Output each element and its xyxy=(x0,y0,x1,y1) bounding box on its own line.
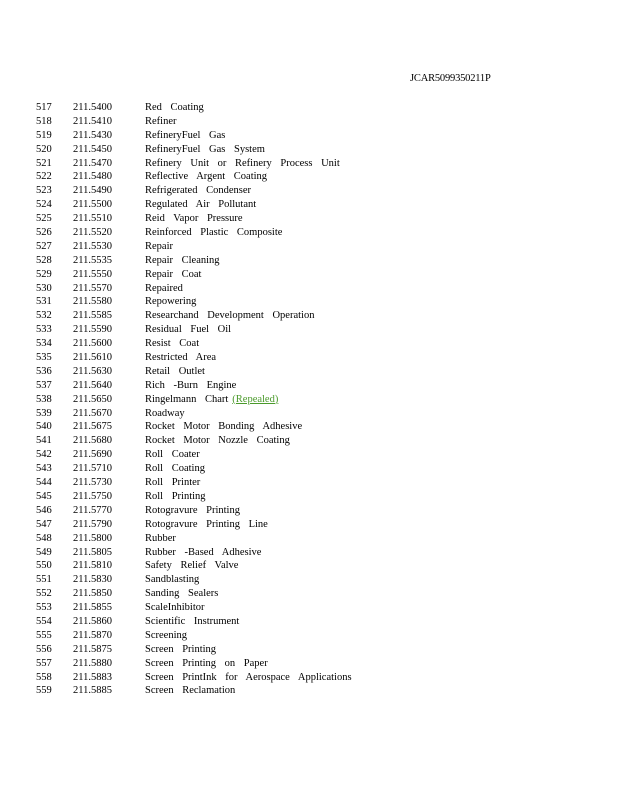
list-item xyxy=(0,504,618,518)
row-number: 521 xyxy=(36,157,52,169)
row-number: 539 xyxy=(36,407,52,419)
list-item xyxy=(0,129,618,143)
section-term xyxy=(145,462,205,476)
term-text: Repair Coat xyxy=(145,268,202,280)
section-number: 211.5680 xyxy=(73,435,112,447)
row-number: 525 xyxy=(36,213,52,225)
list-item xyxy=(0,657,618,671)
repealed-note: (Repealed) xyxy=(232,393,279,405)
list-item xyxy=(0,115,618,129)
section-number: 211.5520 xyxy=(73,227,112,239)
row-number: 520 xyxy=(36,143,52,155)
section-number: 211.5880 xyxy=(73,657,112,669)
section-term xyxy=(145,365,205,379)
term-text: Researchand Development Operation xyxy=(145,310,315,322)
term-text: Rotogravure Printing xyxy=(145,504,240,516)
row-number: 523 xyxy=(36,185,52,197)
section-number: 211.5855 xyxy=(73,602,112,614)
list-item xyxy=(0,226,618,240)
section-term xyxy=(145,157,340,171)
section-term xyxy=(145,184,251,198)
section-term xyxy=(145,532,176,546)
term-text: Refrigerated Condenser xyxy=(145,185,252,197)
row-number: 526 xyxy=(36,227,52,239)
term-text: Scientific Instrument xyxy=(145,615,240,627)
section-term xyxy=(145,490,206,504)
section-term xyxy=(145,420,302,434)
section-number: 211.5535 xyxy=(73,254,112,266)
section-number: 211.5470 xyxy=(73,157,112,169)
section-number: 211.5585 xyxy=(73,310,112,322)
row-number: 559 xyxy=(36,685,52,697)
row-number: 544 xyxy=(36,477,52,489)
term-text: Ringelmann Chart xyxy=(145,393,229,405)
row-number: 546 xyxy=(36,504,52,516)
term-text: Screen Reclamation xyxy=(145,685,236,697)
section-number: 211.5870 xyxy=(73,629,112,641)
section-number: 211.5675 xyxy=(73,421,112,433)
list-item xyxy=(0,212,618,226)
term-text: Repowering xyxy=(145,296,197,308)
section-number: 211.5670 xyxy=(73,407,112,419)
section-term xyxy=(145,434,290,448)
row-number: 530 xyxy=(36,282,52,294)
list-item xyxy=(0,601,618,615)
list-item xyxy=(0,518,618,532)
section-term xyxy=(145,407,185,421)
row-number: 524 xyxy=(36,199,52,211)
term-text: Repaired xyxy=(145,282,183,294)
section-number: 211.5800 xyxy=(73,532,112,544)
term-text: Rotogravure Printing Line xyxy=(145,518,268,530)
section-term xyxy=(145,476,200,490)
row-number: 540 xyxy=(36,421,52,433)
list-item xyxy=(0,615,618,629)
section-term xyxy=(145,115,177,129)
row-number: 553 xyxy=(36,602,52,614)
list-item xyxy=(0,295,618,309)
list-item xyxy=(0,351,618,365)
term-text: Refinery Unit or Refinery Process Unit xyxy=(145,157,340,169)
section-term xyxy=(145,212,243,226)
term-text: Screen Printing on Paper xyxy=(145,657,268,669)
list-item xyxy=(0,240,618,254)
section-term xyxy=(145,448,200,462)
row-number: 545 xyxy=(36,490,52,502)
row-number: 534 xyxy=(36,338,52,350)
term-text: Rocket Motor Bonding Adhesive xyxy=(145,421,303,433)
term-text: Red Coating xyxy=(145,102,204,113)
term-text: Retail Outlet xyxy=(145,365,205,377)
section-number: 211.5550 xyxy=(73,268,112,280)
list-item xyxy=(0,434,618,448)
list-item xyxy=(0,559,618,573)
section-term xyxy=(145,684,235,698)
section-term xyxy=(145,351,216,365)
list-item xyxy=(0,587,618,601)
term-text: Sandblasting xyxy=(145,574,200,586)
section-number: 211.5710 xyxy=(73,463,112,475)
term-text: Restricted Area xyxy=(145,352,217,364)
section-term xyxy=(145,268,201,282)
section-term xyxy=(145,337,199,351)
list-item xyxy=(0,629,618,643)
list-item xyxy=(0,420,618,434)
row-number: 533 xyxy=(36,324,52,336)
section-number: 211.5610 xyxy=(73,352,112,364)
term-text: Roll Printing xyxy=(145,490,206,502)
section-term xyxy=(145,295,196,309)
row-number: 550 xyxy=(36,560,52,572)
section-number: 211.5410 xyxy=(73,115,112,127)
section-term xyxy=(145,101,204,115)
row-number: 542 xyxy=(36,449,52,461)
section-term xyxy=(145,601,204,615)
term-text: Repair Cleaning xyxy=(145,254,220,266)
term-text: Reid Vapor Pressure xyxy=(145,213,243,225)
row-number: 535 xyxy=(36,352,52,364)
row-number: 557 xyxy=(36,657,52,669)
term-text: Repair xyxy=(145,240,173,252)
section-number: 211.5570 xyxy=(73,282,112,294)
row-number: 547 xyxy=(36,518,52,530)
section-term xyxy=(145,615,239,629)
section-term xyxy=(145,518,268,532)
definitions-list xyxy=(0,101,618,698)
list-item xyxy=(0,184,618,198)
list-item xyxy=(0,143,618,157)
section-term xyxy=(145,129,225,143)
section-term xyxy=(145,657,268,671)
list-item xyxy=(0,282,618,296)
term-text: Screening xyxy=(145,629,187,641)
section-term xyxy=(145,671,352,685)
section-number: 211.5730 xyxy=(73,477,112,489)
term-text: Screen PrintInk for Aerospace Applications xyxy=(145,671,352,683)
section-number: 211.5883 xyxy=(73,671,112,683)
row-number: 541 xyxy=(36,435,52,447)
section-number: 211.5830 xyxy=(73,574,112,586)
row-number: 528 xyxy=(36,254,52,266)
term-text: Roll Coater xyxy=(145,449,200,461)
section-term xyxy=(145,282,183,296)
row-number: 548 xyxy=(36,532,52,544)
section-number: 211.5650 xyxy=(73,393,112,405)
section-term xyxy=(145,143,265,157)
row-number: 527 xyxy=(36,240,52,252)
section-number: 211.5790 xyxy=(73,518,112,530)
list-item xyxy=(0,309,618,323)
section-term xyxy=(145,198,256,212)
section-term xyxy=(145,587,218,601)
section-number: 211.5450 xyxy=(73,143,112,155)
section-term xyxy=(145,504,240,518)
section-number: 211.5630 xyxy=(73,365,112,377)
section-term xyxy=(145,323,231,337)
section-number: 211.5590 xyxy=(73,324,112,336)
section-term xyxy=(145,170,267,184)
section-number: 211.5430 xyxy=(73,129,112,141)
row-number: 517 xyxy=(36,102,52,113)
list-item xyxy=(0,490,618,504)
list-item xyxy=(0,170,618,184)
term-text: RefineryFuel Gas xyxy=(145,129,226,141)
row-number: 536 xyxy=(36,365,52,377)
term-text: Roadway xyxy=(145,407,185,419)
section-term xyxy=(145,629,187,643)
list-item xyxy=(0,365,618,379)
section-number: 211.5400 xyxy=(73,102,112,113)
term-text: Refiner xyxy=(145,115,177,127)
row-number: 556 xyxy=(36,643,52,655)
section-number: 211.5600 xyxy=(73,338,112,350)
list-item xyxy=(0,476,618,490)
section-number: 211.5770 xyxy=(73,504,112,516)
term-text: Regulated Air Pollutant xyxy=(145,199,257,211)
section-term xyxy=(145,226,282,240)
list-item xyxy=(0,198,618,212)
row-number: 538 xyxy=(36,393,52,405)
term-text: Rubber xyxy=(145,532,176,544)
list-item xyxy=(0,684,618,698)
row-number: 555 xyxy=(36,629,52,641)
list-item xyxy=(0,671,618,685)
section-term xyxy=(145,309,314,323)
row-number: 519 xyxy=(36,129,52,141)
row-number: 537 xyxy=(36,379,52,391)
term-text: Safety Relief Valve xyxy=(145,560,239,572)
list-item xyxy=(0,101,618,115)
list-item xyxy=(0,254,618,268)
list-item xyxy=(0,407,618,421)
list-item xyxy=(0,448,618,462)
term-text: Resist Coat xyxy=(145,338,200,350)
list-item xyxy=(0,573,618,587)
row-number: 558 xyxy=(36,671,52,683)
term-text: Reinforced Plastic Composite xyxy=(145,227,283,239)
row-number: 518 xyxy=(36,115,52,127)
list-item xyxy=(0,157,618,171)
section-term xyxy=(145,393,288,407)
section-number: 211.5480 xyxy=(73,171,112,183)
section-number: 211.5690 xyxy=(73,449,112,461)
term-text: Reflective Argent Coating xyxy=(145,171,268,183)
term-text: Roll Coating xyxy=(145,463,205,475)
section-number: 211.5805 xyxy=(73,546,112,558)
section-number: 211.5530 xyxy=(73,240,112,252)
section-term xyxy=(145,254,220,268)
section-number: 211.5640 xyxy=(73,379,112,391)
term-text: Rubber -Based Adhesive xyxy=(145,546,262,558)
list-item xyxy=(0,337,618,351)
row-number: 551 xyxy=(36,574,52,586)
list-item xyxy=(0,323,618,337)
section-term xyxy=(145,573,199,587)
section-number: 211.5860 xyxy=(73,615,112,627)
term-text: Roll Printer xyxy=(145,477,201,489)
row-number: 543 xyxy=(36,463,52,475)
document-id: JCAR5099350211P xyxy=(410,73,491,84)
section-number: 211.5580 xyxy=(73,296,112,308)
row-number: 522 xyxy=(36,171,52,183)
section-term xyxy=(145,643,216,657)
row-number: 549 xyxy=(36,546,52,558)
section-number: 211.5885 xyxy=(73,685,112,697)
section-term xyxy=(145,559,238,573)
section-term xyxy=(145,379,236,393)
term-text: Residual Fuel Oil xyxy=(145,324,232,336)
term-text: ScaleInhibitor xyxy=(145,602,205,614)
section-number: 211.5850 xyxy=(73,588,112,600)
row-number: 554 xyxy=(36,615,52,627)
list-item xyxy=(0,546,618,560)
list-item xyxy=(0,393,618,407)
list-item xyxy=(0,643,618,657)
section-number: 211.5510 xyxy=(73,213,112,225)
row-number: 532 xyxy=(36,310,52,322)
section-term xyxy=(145,240,173,254)
list-item xyxy=(0,532,618,546)
row-number: 529 xyxy=(36,268,52,280)
section-number: 211.5500 xyxy=(73,199,112,211)
term-text: RefineryFuel Gas System xyxy=(145,143,265,155)
term-text: Sanding Sealers xyxy=(145,588,219,600)
list-item xyxy=(0,379,618,393)
section-number: 211.5750 xyxy=(73,490,112,502)
section-number: 211.5490 xyxy=(73,185,112,197)
term-text: Rich -Burn Engine xyxy=(145,379,237,391)
term-text: Screen Printing xyxy=(145,643,217,655)
list-item xyxy=(0,462,618,476)
row-number: 552 xyxy=(36,588,52,600)
section-number: 211.5810 xyxy=(73,560,112,572)
section-number: 211.5875 xyxy=(73,643,112,655)
term-text: Rocket Motor Nozzle Coating xyxy=(145,435,290,447)
row-number: 531 xyxy=(36,296,52,308)
section-term xyxy=(145,546,261,560)
list-item xyxy=(0,268,618,282)
